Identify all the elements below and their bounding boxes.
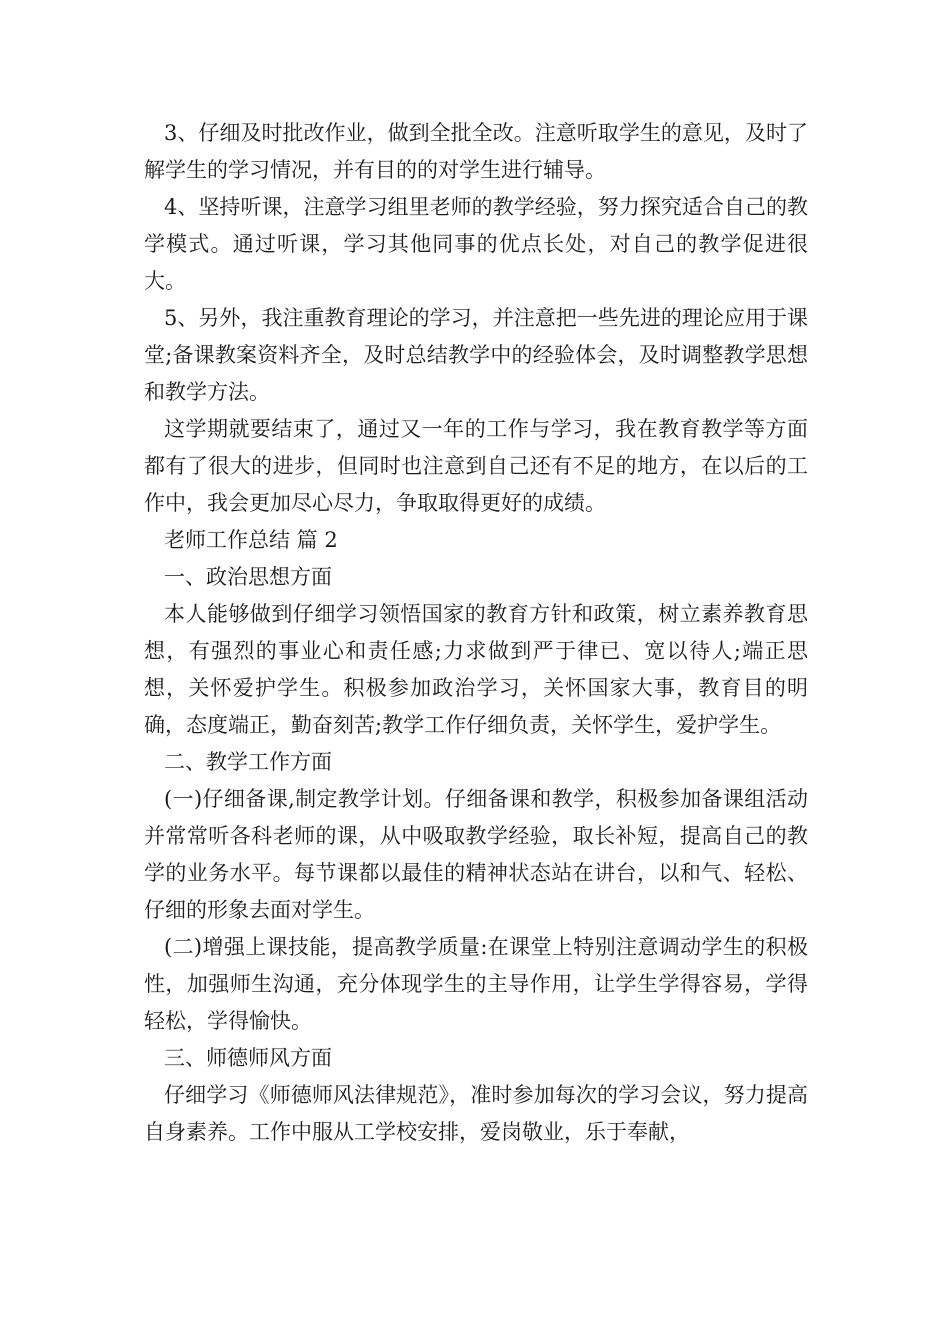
heading-teaching-work: 二、教学工作方面 — [164, 750, 332, 774]
paragraph-conclusion: 这学期就要结束了，通过又一年的工作与学习，我在教育教学等方面都有了很大的进步，但同时也注意到自己还有不足的地方，在以后的工作中，我会更加尽心尽力，争取取得更好的成绩。 — [144, 417, 808, 515]
paragraph-item-3: 3、仔细及时批改作业，做到全批全改。注意听取学生的意见，及时了解学生的学习情况，并有目的的对学生进行辅导。 — [144, 121, 808, 182]
paragraph-teaching-skills: (二)增强上课技能，提高教学质量:在课堂上特别注意调动学生的积极性，加强师生沟通，充分体现学生的主导作用，让学生学得容易，学得轻松，学得愉快。 — [144, 935, 808, 1033]
document-page — [144, 115, 808, 1151]
paragraph-item-4: 4、坚持听课，注意学习组里老师的教学经验，努力探究适合自己的教学模式。通过听课，学习其他同事的优点长处，对自己的教学促进很大。 — [144, 195, 808, 293]
paragraph-teacher-ethics: 仔细学习《师德师风法律规范》，准时参加每次的学习会议，努力提高自身素养。工作中服从工学校安排，爱岗敬业，乐于奉献， — [144, 1083, 808, 1144]
section-title-part-2: 老师工作总结 篇 2 — [164, 528, 338, 552]
paragraph-political-thought: 本人能够做到仔细学习领悟国家的教育方针和政策，树立素养教育思想，有强烈的事业心和责任感;力求做到严于律已、宽以待人;端正思想，关怀爱护学生。积极参加政治学习，关怀国家大事，教育目的明确，态度端正，勤奋刻苦;教学工作仔细负责，关怀学生，爱护学生。 — [144, 602, 808, 737]
paragraph-item-5: 5、另外，我注重教育理论的学习，并注意把一些先进的理论应用于课堂;备课教案资料齐全，及时总结教学中的经验体会，及时调整教学思想和教学方法。 — [144, 306, 808, 404]
paragraph-lesson-preparation: (一)仔细备课,制定教学计划。仔细备课和教学，积极参加备课组活动并常常听各科老师的课，从中吸取教学经验，取长补短，提高自己的教学的业务水平。每节课都以最佳的精神状态站在讲台，以和气、轻松、仔细的形象去面对学生。 — [144, 787, 808, 922]
heading-teacher-ethics: 三、师德师风方面 — [164, 1046, 332, 1070]
heading-political-thought: 一、政治思想方面 — [164, 565, 332, 589]
